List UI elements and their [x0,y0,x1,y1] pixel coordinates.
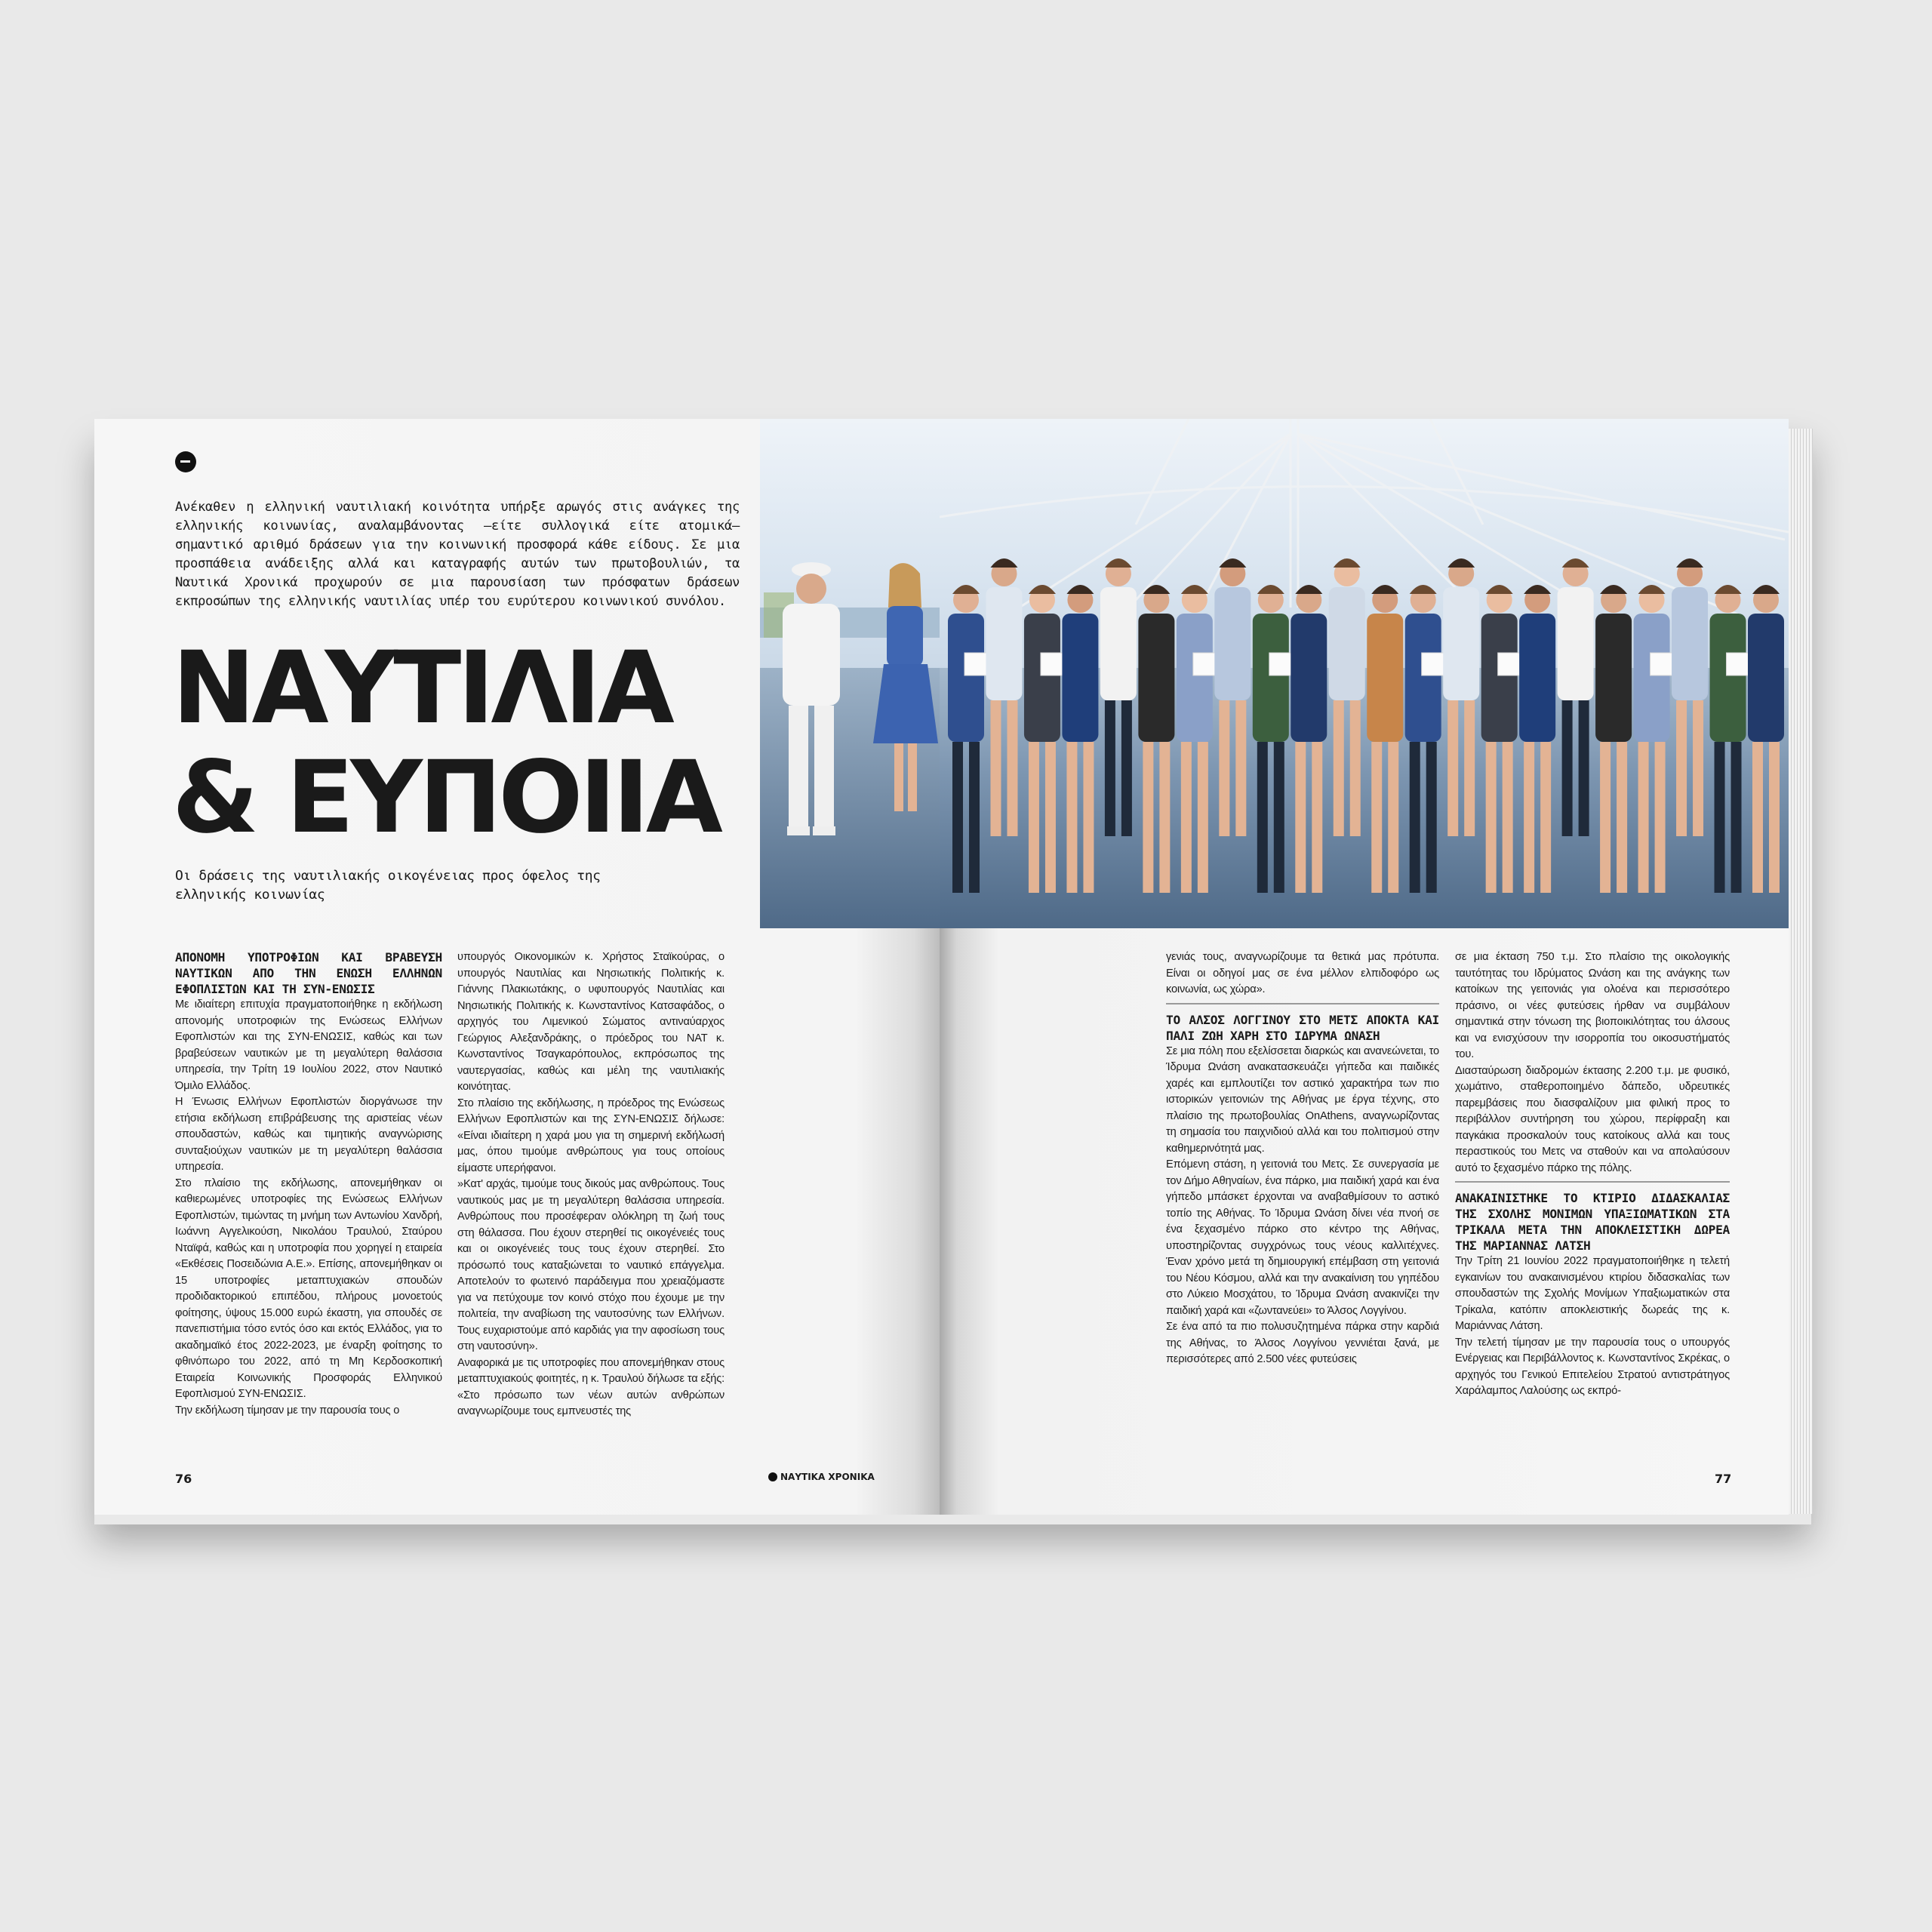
group-photo-svg [940,419,1789,928]
person-leg [1388,742,1398,893]
person-leg [1503,742,1513,893]
person-body [948,614,984,742]
person-body [1634,614,1670,742]
intro-paragraph: Ανέκαθεν η ελληνική ναυτιλιακή κοινότητα υπήρξε αρωγός στις ανάγκες της ελληνικής κοινωνίας, αναλαμβάνοντας –είτε συλλογικά είτε ατομικά– σημαντικό αριθμό δράσεων για την κοινωνική προσφορά κάθε είδους. Σε μια προσπάθεια ανάδειξης αλλά και καταγραφής αυτών των πρωτοβουλιών, τα Ναυτικά Χρονικά προχωρούν σε μια παρουσίαση των πρόσφατων δράσεων εκπροσώπων της ελληνικής ναυτιλίας υπέρ του ευρύτερου κοινωνικού συνόλου. [175,500,740,609]
paragraph: Σε ένα από τα πιο πολυσυζητημένα πάρκα στην καρδιά της Αθήνας, το Άλσος Λογγίνου γεννιέται ξανά, με περισσότερες από 2.500 νέες φυτεύσεις [1166,1321,1439,1365]
person-leg [1638,742,1649,893]
person-body [1748,614,1784,742]
person-hair [1638,585,1666,594]
person-hair [1486,585,1513,594]
person-body [1024,614,1060,742]
person-body [1214,587,1251,700]
person-leg [1600,742,1611,893]
person-hair [1219,558,1246,568]
article-column-4 [1455,949,1730,1400]
person-hair [1562,558,1589,568]
person-leg [1769,742,1780,893]
person-leg [1143,742,1153,893]
person-body [1405,614,1441,742]
person-hair [952,585,980,594]
person-leg [1198,742,1208,893]
brand-name: ΝΑΥΤΙΚΑ ΧΡΟΝΙΚΑ [780,1472,875,1482]
person-hair [1143,585,1170,594]
person-leg [969,742,980,893]
person-leg [1274,742,1284,893]
page-number-left: 76 [175,1472,192,1486]
person-hair [1181,585,1208,594]
person-leg [1464,700,1475,836]
person-hair [1334,558,1361,568]
person-hair [1676,558,1703,568]
person-leg [1371,742,1382,893]
person-body [1291,614,1327,742]
person-leg [1486,742,1497,893]
person-body [1443,587,1479,700]
person-leg [1045,742,1056,893]
person-leg [1312,742,1322,893]
magazine-brand [768,1472,875,1482]
person-body [1062,614,1098,742]
person-leg [1105,700,1115,836]
paragraph: Επόμενη στάση, η γειτονιά του Μετς. Σε συνεργασία με τον Δήμο Αθηναίων, ένα πάρκο, μια παιδική χαρά και ένα γήπεδο μπάσκετ έρχονται να αναβαθμίσουν το αστικό τοπίο της Αθήνας. Το Ίδρυμα Ωνάση δίνει νέα πνοή σε ένα ξεχασμένο πάρκο στο κέντρο της Αθήνας, υποστηρίζοντας συγχρόνως τους νέους καλλιτέχνες. Έναν χρόνο μετά τη δημιουργική επέμβαση στη γειτονιά του Νέου Κόσμου, αλλά και την ανακαίνιση του γηπέδου στο Λύκειο Μοσχάτου, το Ίδρυμα Ωνάση ανακινίζει την παιδική χαρά και «ζωντανεύει» το Άλσος Λογγίνου. [1166,1158,1439,1317]
person-body [1177,614,1213,742]
person-leg [1426,742,1437,893]
paragraph: Διασταύρωση διαδρομών έκτασης 2.200 τ.μ. με φυσικό, χωμάτινο, σταθεροποιημένο δάπεδο, υδρευτικές παρεμβάσεις που διασφαλίζουν μια φιλική προς το περιβάλλον συντήρηση του χώρου, περίφραξη και παγκάκια προσκαλούν τους κατοίκους αλλά και τους περαστικούς του Μετς να σταθούν και να απολαύσουν αυτό το ξεχασμένο πάρκο της πόλης. [1455,1064,1730,1174]
person-leg [1655,742,1666,893]
person-body [1519,614,1555,742]
person-leg [1083,742,1094,893]
person-hair [1410,585,1437,594]
person-leg [1540,742,1551,893]
divider [1455,1181,1730,1183]
person-leg [1617,742,1627,893]
section-heading: ΑΠΟΝΟΜΗ ΥΠΟΤΡΟΦΙΩΝ ΚΑΙ ΒΡΑΒΕΥΣΗ ΝΑΥΤΙΚΩΝ ΑΠΟ ΤΗΝ ΕΝΩΣΗ ΕΛΛΗΝΩΝ ΕΦΟΠΛΙΣΤΩΝ ΚΑΙ ΤΗ ΣΥΝ-ΕΝΩΣΙΣ [175,950,442,996]
person-leg [1562,700,1573,836]
person-leg [1121,700,1132,836]
person-hair [1066,585,1094,594]
person-body [1367,614,1403,742]
person-leg [952,742,963,893]
person-leg [1235,700,1246,836]
sail-structure [940,419,1789,615]
group-photo-left-svg [760,419,940,928]
person-leg [1731,742,1742,893]
paragraph: Την τελετή τίμησαν με την παρουσία τους ο υπουργός Ενέργειας και Περιβάλλοντος κ. Κωνσταντίνος Σκρέκας, ο αρχηγός του Γενικού Επιτελείου Στρατού αντιστράτηγος Χαράλαμπος Λαλούσης ως εκπρό- [1455,1336,1730,1397]
paragraph: γενιάς τους, αναγνωρίζουμε τα θετικά μας πρότυπα. Είναι οι οδηγοί μας σε ένα μέλλον ελπιδοφόρο ως κοινωνία, ως χώρα». [1166,951,1439,995]
page-headline [172,630,761,856]
person-leg [1007,700,1017,836]
page-number-right: 77 [1715,1472,1732,1486]
person-leg [1524,742,1534,893]
person-hair [990,558,1017,568]
section-heading: ΑΝΑΚΑΙΝΙΣΤΗΚΕ ΤΟ ΚΤΙΡΙΟ ΔΙΔΑΣΚΑΛΙΑΣ ΤΗΣ ΣΧΟΛΗΣ ΜΟΝΙΜΩΝ ΥΠΑΞΙΩΜΑΤΙΚΩΝ ΣΤΑ ΤΡΙΚΑΛΑ ΜΕΤΑ ΤΗΝ ΑΠΟΚΛΕΙΣΤΙΚΗ ΔΩΡΕΑ ΤΗΣ ΜΑΡΙΑΝΝΑΣ ΛΑΤΣΗ [1455,1191,1730,1253]
person-leg [1257,742,1268,893]
person-leg [1181,742,1192,893]
person-body [1329,587,1365,700]
person-body [986,587,1022,700]
person-hair [1257,585,1284,594]
person-leg [1219,700,1229,836]
person-hair [1524,585,1551,594]
subheadline: Οι δράσεις της ναυτιλιακής οικογένειας προς όφελος της ελληνικής κοινωνίας [175,868,601,903]
person-leg [1579,700,1589,836]
person-hair [1715,585,1742,594]
person-body [1138,614,1174,742]
person-body [1481,614,1518,742]
person-body [1253,614,1289,742]
person-leg [1334,700,1344,836]
paragraph: Η Ένωσις Ελλήνων Εφοπλιστών διοργάνωσε την ετήσια εκδήλωση επιβράβευσης της αριστείας νέων σπουδαστών, καθώς και τιμητικής αναγνώρισης συνταξιούχων ναυτικών με τη μεγαλύτερη θαλάσσια υπηρεσία. [175,1096,442,1173]
person-hair [1600,585,1627,594]
group-photo-left-part [760,419,940,928]
headline-line-1: ΝΑΥΤΙΛΙΑ [172,630,671,746]
person-body [1558,587,1594,700]
paragraph: »Κατ' αρχάς, τιμούμε τους δικούς μας ανθρώπους. Τους ναυτικούς μας με τη μεγαλύτερη θαλάσσια υπηρεσία. Ανθρώπους που προσέφεραν ολόκληρη τη ζωή τους στη θάλασσα. Που έχουν στερηθεί τις οικογένειές τους και οι οικογένειές τους τους έχουν στερηθεί. Στο πρόσωπό τους καταξιώνεται το ναυτικό επάγγελμα. Αποτελούν το φωτεινό παράδειγμα που χρειαζόμαστε για να πετύχουμε τον κοινό στόχο που έχουμε με την πολιτεία, την αναβίωση της ναυτοσύνης των Ελλήνων. Τους ευχαριστούμε από καρδιάς για την αφοσίωση τους στη ναυτοσύνη». [457,1178,724,1352]
person-body [1100,587,1137,700]
paragraph: Την εκδήλωση τίμησαν με την παρουσία τους ο [175,1404,400,1417]
group-photo [940,419,1789,928]
person-leg [1350,700,1361,836]
person-leg [1410,742,1420,893]
person-body [1710,614,1746,742]
headline-line-2: & ΕΥΠΟΙΙΑ [172,740,719,856]
person-body [1672,587,1708,700]
paragraph: Σε μια πόλη που εξελίσσεται διαρκώς και ανανεώνεται, το Ίδρυμα Ωνάση ανακατασκευάζει γήπεδα και παιδικές χαρές και εμπλουτίζει τον αστικό χαρακτήρα των πιο ιστορικών γειτονιών της Αθήνας με έργα τέχνης, στο πλαίσιο της πρωτοβουλίας OnAthens, αναγνωρίζοντας τη σημασία του παιχνιδιού αλλά και του πολιτισμού στην καθημερινότητά μας. [1166,1044,1439,1155]
page-edges [1789,429,1813,1514]
person-hair [1295,585,1322,594]
person-hair [1371,585,1398,594]
person-leg [1752,742,1763,893]
section-heading: ΤΟ ΑΛΣΟΣ ΛΟΓΓΙΝΟΥ ΣΤΟ ΜΕΤΣ ΑΠΟΚΤΑ ΚΑΙ ΠΑΛΙ ΖΩΗ ΧΑΡΗ ΣΤΟ ΙΔΡΥΜΑ ΩΝΑΣΗ [1166,1012,1439,1043]
article-column-2 [457,949,724,1420]
brand-dot-icon [768,1472,777,1481]
person-leg [1715,742,1725,893]
person-leg [1447,700,1458,836]
person-body [1595,614,1632,742]
paragraph: Την Τρίτη 21 Ιουνίου 2022 πραγματοποιήθηκε η τελετή εγκαινίων του ανακαινισμένου κτιρίου διδασκαλίας των σπουδαστών της Σχολής Μονίμων Υπαξιωματικών στα Τρίκαλα, κατόπιν αποκλειστικής δωρεάς της κ. Μαριάννας Λάτση. [1455,1255,1730,1332]
person-leg [1693,700,1703,836]
paragraph: Στο πλαίσιο της εκδήλωσης, απονεμήθηκαν οι καθιερωμένες υποτροφίες της Ενώσεως Ελλήνων Εφοπλιστών, τιμώντας τη μνήμη των Αντωνίου Χανδρή, Ιωάννη Αγγελικούση, Νικολάου Τραυλού, Σταύρου Νταϊφά, καθώς και η υποτροφία που χορηγεί η εταιρεία «Εκθέσεις Ποσειδώνια Α.Ε.». Επίσης, απονεμήθηκαν οι 15 υποτροφίες μεταπτυχιακών σπουδών προδιδακτορικού επιπέδου, πλήρους μονοετούς φοίτησης, ύψους 15.000 ευρώ έκαστη, για σπουδές σε πανεπιστήμια τόσο εντός όσο και εκτός Ελλάδος, για το ακαδημαϊκό έτος 2022-2023, με έναρξη φοίτησης το φθινόπωρο του 2022, από τη Μη Κερδοσκοπική Εταιρεία Κοινωνικής Προσφοράς Ελληνικού Εφοπλισμού ΣΥΝ-ΕΝΩΣΙΣ. [175,1177,442,1400]
paragraph: Με ιδιαίτερη επιτυχία πραγματοποιήθηκε η εκδήλωση απονομής υποτροφιών της Ενώσεως Ελλήνων Εφοπλιστών και της ΣΥΝ-ΕΝΩΣΙΣ, καθώς και των βραβεύσεων ναυτικών με τη μεγαλύτερη θαλάσσια υπηρεσία, την Τρίτη 19 Ιουλίου 2022, στον Ναυτικό Όμιλο Ελλάδος. [175,998,442,1092]
divider [1166,1003,1439,1004]
paragraph: σε μια έκταση 750 τ.μ. Στο πλαίσιο της οικολογικής ταυτότητας του Ιδρύματος Ωνάση και της ανάγκης των κατοίκων της γειτονιάς για ολοένα και περισσότερο πράσινο, οι νέες φυτεύσεις ήρθαν να συμβάλουν σημαντικά στην τόνωση της βιοποικιλότητας του άλσους και να ενισχύσουν την ισορροπία του οικοσυστήματός του. [1455,951,1730,1060]
person-hair [1752,585,1780,594]
person-leg [990,700,1001,836]
paragraph: Στο πλαίσιο της εκδήλωσης, η πρόεδρος της Ενώσεως Ελλήνων Εφοπλιστών και της ΣΥΝ-ΕΝΩΣΙΣ δήλωσε: «Είναι ιδιαίτερη η χαρά μου για τη σημερινή εκδήλωσή μας, όπου τιμούμε ανθρώπους για τους οποίους είμαστε υπερήφανοι. [457,1097,724,1174]
person-leg [1295,742,1306,893]
brand-logo-icon [175,451,196,472]
person-leg [1159,742,1170,893]
paragraph: Αναφορικά με τις υποτροφίες που απονεμήθηκαν στους μεταπτυχιακούς φοιτητές, η κ. Τραυλού δήλωσε τα εξής: «Στο πρόσωπο των νέων αυτών ανθρώπων αναγνωρίζουμε τους εμπνευστές της [457,1356,724,1417]
person-hair [1447,558,1475,568]
person-leg [1066,742,1077,893]
person-hair [1105,558,1132,568]
person-leg [1029,742,1039,893]
article-column-3 [1166,949,1439,1368]
article-column-1 [175,949,442,1419]
paragraph: υπουργός Οικονομικών κ. Χρήστος Σταϊκούρας, ο υπουργός Ναυτιλίας και Νησιωτικής Πολιτικής κ. Γιάννης Πλακιωτάκης, ο υφυπουργός Ναυτιλίας και Νησιωτικής Πολιτικής κ. Κωνσταντίνος Κατσαφάδος, ο αρχηγός του Λιμενικού Σώματος αντιναύαρχος Γεώργιος Αλεξανδράκης, ο πρόεδρος του ΝΑΤ κ. Κωνσταντίνος Τσαγκαρόπουλος, εκπρόσωπος της ναυτεργασίας, καθώς και μέλη της ναυτιλιακής κοινότητας. [457,951,724,1093]
person-leg [1676,700,1687,836]
